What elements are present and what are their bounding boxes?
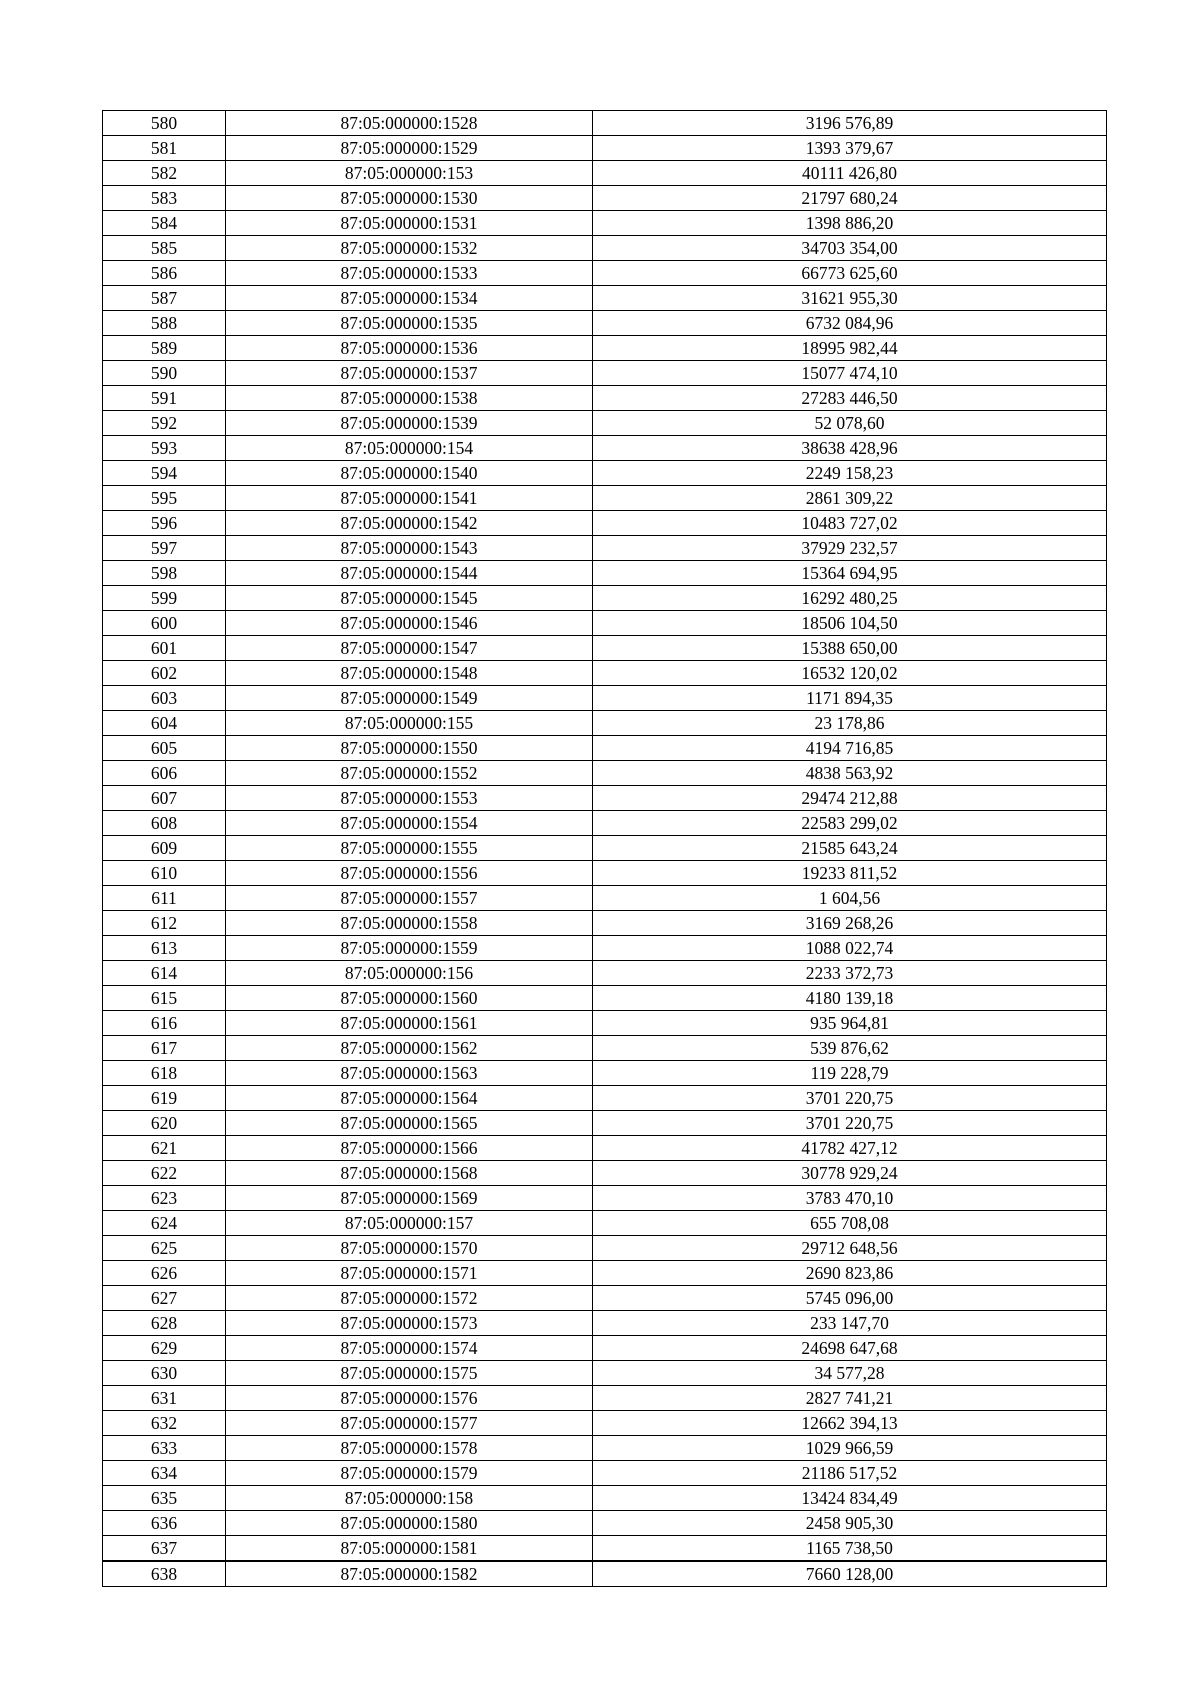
row-number-cell: 609	[103, 836, 226, 861]
row-number-cell: 595	[103, 486, 226, 511]
cadastral-value-cell: 15388 650,00	[593, 636, 1107, 661]
table-row	[103, 511, 1107, 536]
cadastral-value-cell: 4194 716,85	[593, 736, 1107, 761]
cadastral-value-cell: 1171 894,35	[593, 686, 1107, 711]
row-number-cell: 630	[103, 1361, 226, 1386]
row-number-cell: 623	[103, 1186, 226, 1211]
row-number-cell: 613	[103, 936, 226, 961]
cadastral-value-cell: 4180 139,18	[593, 986, 1107, 1011]
row-number-cell: 619	[103, 1086, 226, 1111]
cadastral-number-cell: 87:05:000000:1554	[226, 811, 593, 836]
table-row	[103, 1161, 1107, 1186]
row-number-cell: 622	[103, 1161, 226, 1186]
cadastral-number-cell: 87:05:000000:1565	[226, 1111, 593, 1136]
cadastral-value-cell: 52 078,60	[593, 411, 1107, 436]
row-number-cell: 597	[103, 536, 226, 561]
cadastral-value-cell: 38638 428,96	[593, 436, 1107, 461]
row-number-cell: 620	[103, 1111, 226, 1136]
cadastral-value-cell: 30778 929,24	[593, 1161, 1107, 1186]
cadastral-number-cell: 87:05:000000:1552	[226, 761, 593, 786]
cadastral-number-cell: 87:05:000000:158	[226, 1486, 593, 1511]
cadastral-number-cell: 87:05:000000:153	[226, 161, 593, 186]
cadastral-value-cell: 3196 576,89	[593, 111, 1107, 136]
table-row	[103, 211, 1107, 236]
cadastral-number-cell: 87:05:000000:1582	[226, 1561, 593, 1587]
table-row	[103, 611, 1107, 636]
row-number-cell: 625	[103, 1236, 226, 1261]
table-row	[103, 1311, 1107, 1336]
row-number-cell: 631	[103, 1386, 226, 1411]
cadastral-value-cell: 1398 886,20	[593, 211, 1107, 236]
table-row	[103, 236, 1107, 261]
cadastral-value-cell: 2233 372,73	[593, 961, 1107, 986]
cadastral-number-cell: 87:05:000000:1576	[226, 1386, 593, 1411]
row-number-cell: 592	[103, 411, 226, 436]
cadastral-value-cell: 2861 309,22	[593, 486, 1107, 511]
cadastral-number-cell: 87:05:000000:157	[226, 1211, 593, 1236]
cadastral-value-cell: 655 708,08	[593, 1211, 1107, 1236]
row-number-cell: 588	[103, 311, 226, 336]
table-body	[103, 111, 1107, 1587]
cadastral-value-cell: 2827 741,21	[593, 1386, 1107, 1411]
cadastral-value-cell: 27283 446,50	[593, 386, 1107, 411]
cadastral-number-cell: 87:05:000000:1564	[226, 1086, 593, 1111]
table-row	[103, 736, 1107, 761]
table-row	[103, 261, 1107, 286]
row-number-cell: 589	[103, 336, 226, 361]
row-number-cell: 581	[103, 136, 226, 161]
cadastral-value-cell: 1165 738,50	[593, 1536, 1107, 1562]
table-row	[103, 636, 1107, 661]
row-number-cell: 621	[103, 1136, 226, 1161]
cadastral-number-cell: 87:05:000000:1571	[226, 1261, 593, 1286]
cadastral-number-cell: 87:05:000000:155	[226, 711, 593, 736]
table-row	[103, 136, 1107, 161]
row-number-cell: 612	[103, 911, 226, 936]
cadastral-number-cell: 87:05:000000:1529	[226, 136, 593, 161]
cadastral-value-cell: 539 876,62	[593, 1036, 1107, 1061]
cadastral-value-cell: 34 577,28	[593, 1361, 1107, 1386]
table-row	[103, 1086, 1107, 1111]
row-number-cell: 603	[103, 686, 226, 711]
row-number-cell: 617	[103, 1036, 226, 1061]
cadastral-number-cell: 87:05:000000:1575	[226, 1361, 593, 1386]
cadastral-number-cell: 87:05:000000:1577	[226, 1411, 593, 1436]
cadastral-value-cell: 3701 220,75	[593, 1086, 1107, 1111]
cadastral-value-cell: 1029 966,59	[593, 1436, 1107, 1461]
cadastral-number-cell: 87:05:000000:1580	[226, 1511, 593, 1536]
table-row	[103, 1436, 1107, 1461]
table-row	[103, 161, 1107, 186]
cadastral-number-cell: 87:05:000000:1550	[226, 736, 593, 761]
table-row	[103, 411, 1107, 436]
cadastral-number-cell: 87:05:000000:1547	[226, 636, 593, 661]
cadastral-value-cell: 3169 268,26	[593, 911, 1107, 936]
row-number-cell: 608	[103, 811, 226, 836]
row-number-cell: 600	[103, 611, 226, 636]
row-number-cell: 584	[103, 211, 226, 236]
table-row	[103, 936, 1107, 961]
cadastral-number-cell: 87:05:000000:1557	[226, 886, 593, 911]
row-number-cell: 634	[103, 1461, 226, 1486]
table-row	[103, 1361, 1107, 1386]
row-number-cell: 635	[103, 1486, 226, 1511]
table-row	[103, 1336, 1107, 1361]
row-number-cell: 616	[103, 1011, 226, 1036]
table-row	[103, 761, 1107, 786]
cadastral-value-cell: 18995 982,44	[593, 336, 1107, 361]
row-number-cell: 580	[103, 111, 226, 136]
row-number-cell: 638	[103, 1561, 226, 1587]
cadastral-value-cell: 13424 834,49	[593, 1486, 1107, 1511]
row-number-cell: 596	[103, 511, 226, 536]
cadastral-value-cell: 1393 379,67	[593, 136, 1107, 161]
table-row	[103, 361, 1107, 386]
row-number-cell: 633	[103, 1436, 226, 1461]
cadastral-value-cell: 10483 727,02	[593, 511, 1107, 536]
row-number-cell: 599	[103, 586, 226, 611]
row-number-cell: 601	[103, 636, 226, 661]
table-row	[103, 436, 1107, 461]
row-number-cell: 605	[103, 736, 226, 761]
row-number-cell: 624	[103, 1211, 226, 1236]
table-row	[103, 286, 1107, 311]
cadastral-value-cell: 41782 427,12	[593, 1136, 1107, 1161]
cadastral-number-cell: 87:05:000000:1553	[226, 786, 593, 811]
table-row	[103, 536, 1107, 561]
cadastral-number-cell: 87:05:000000:1548	[226, 661, 593, 686]
cadastral-value-cell: 29474 212,88	[593, 786, 1107, 811]
table-row	[103, 1561, 1107, 1587]
cadastral-value-cell: 15077 474,10	[593, 361, 1107, 386]
table-row	[103, 961, 1107, 986]
cadastral-number-cell: 87:05:000000:1560	[226, 986, 593, 1011]
cadastral-number-cell: 87:05:000000:1546	[226, 611, 593, 636]
table-row	[103, 386, 1107, 411]
table-row	[103, 786, 1107, 811]
cadastral-number-cell: 87:05:000000:1558	[226, 911, 593, 936]
cadastral-value-cell: 23 178,86	[593, 711, 1107, 736]
cadastral-value-cell: 34703 354,00	[593, 236, 1107, 261]
cadastral-number-cell: 87:05:000000:1572	[226, 1286, 593, 1311]
cadastral-number-cell: 87:05:000000:1563	[226, 1061, 593, 1086]
cadastral-number-cell: 87:05:000000:1540	[226, 461, 593, 486]
table-row	[103, 1136, 1107, 1161]
row-number-cell: 614	[103, 961, 226, 986]
cadastral-value-cell: 2249 158,23	[593, 461, 1107, 486]
cadastral-value-cell: 2458 905,30	[593, 1511, 1107, 1536]
cadastral-value-cell: 233 147,70	[593, 1311, 1107, 1336]
cadastral-number-cell: 87:05:000000:1568	[226, 1161, 593, 1186]
row-number-cell: 582	[103, 161, 226, 186]
cadastral-number-cell: 87:05:000000:1537	[226, 361, 593, 386]
table-row	[103, 586, 1107, 611]
table-row	[103, 661, 1107, 686]
cadastral-number-cell: 87:05:000000:1574	[226, 1336, 593, 1361]
cadastral-number-cell: 87:05:000000:1535	[226, 311, 593, 336]
table-row	[103, 1186, 1107, 1211]
row-number-cell: 590	[103, 361, 226, 386]
table-row	[103, 311, 1107, 336]
cadastral-value-cell: 21797 680,24	[593, 186, 1107, 211]
table-row	[103, 711, 1107, 736]
cadastral-number-cell: 87:05:000000:1545	[226, 586, 593, 611]
cadastral-number-cell: 87:05:000000:1566	[226, 1136, 593, 1161]
row-number-cell: 627	[103, 1286, 226, 1311]
cadastral-number-cell: 87:05:000000:1543	[226, 536, 593, 561]
cadastral-value-cell: 19233 811,52	[593, 861, 1107, 886]
cadastral-value-cell: 4838 563,92	[593, 761, 1107, 786]
cadastral-number-cell: 87:05:000000:1531	[226, 211, 593, 236]
row-number-cell: 626	[103, 1261, 226, 1286]
row-number-cell: 637	[103, 1536, 226, 1562]
cadastral-number-cell: 87:05:000000:1556	[226, 861, 593, 886]
cadastral-value-cell: 29712 648,56	[593, 1236, 1107, 1261]
cadastral-number-cell: 87:05:000000:156	[226, 961, 593, 986]
cadastral-value-cell: 21585 643,24	[593, 836, 1107, 861]
cadastral-value-table	[102, 110, 1107, 1587]
cadastral-value-cell: 15364 694,95	[593, 561, 1107, 586]
cadastral-value-cell: 935 964,81	[593, 1011, 1107, 1036]
table-row	[103, 686, 1107, 711]
cadastral-number-cell: 87:05:000000:1549	[226, 686, 593, 711]
table-row	[103, 1236, 1107, 1261]
cadastral-value-cell: 1088 022,74	[593, 936, 1107, 961]
row-number-cell: 604	[103, 711, 226, 736]
cadastral-value-cell: 37929 232,57	[593, 536, 1107, 561]
cadastral-number-cell: 87:05:000000:1533	[226, 261, 593, 286]
cadastral-value-cell: 22583 299,02	[593, 811, 1107, 836]
cadastral-value-cell: 18506 104,50	[593, 611, 1107, 636]
table-row	[103, 336, 1107, 361]
cadastral-value-cell: 66773 625,60	[593, 261, 1107, 286]
table-row	[103, 1286, 1107, 1311]
cadastral-number-cell: 87:05:000000:1579	[226, 1461, 593, 1486]
table-row	[103, 836, 1107, 861]
cadastral-number-cell: 87:05:000000:1555	[226, 836, 593, 861]
cadastral-number-cell: 87:05:000000:1532	[226, 236, 593, 261]
table-row	[103, 1486, 1107, 1511]
row-number-cell: 593	[103, 436, 226, 461]
row-number-cell: 598	[103, 561, 226, 586]
table-row	[103, 861, 1107, 886]
row-number-cell: 591	[103, 386, 226, 411]
row-number-cell: 585	[103, 236, 226, 261]
cadastral-value-cell: 3783 470,10	[593, 1186, 1107, 1211]
table-row	[103, 1061, 1107, 1086]
cadastral-value-cell: 119 228,79	[593, 1061, 1107, 1086]
cadastral-number-cell: 87:05:000000:1528	[226, 111, 593, 136]
table-row	[103, 1386, 1107, 1411]
cadastral-value-cell: 16292 480,25	[593, 586, 1107, 611]
cadastral-number-cell: 87:05:000000:1536	[226, 336, 593, 361]
cadastral-number-cell: 87:05:000000:1542	[226, 511, 593, 536]
cadastral-value-cell: 3701 220,75	[593, 1111, 1107, 1136]
row-number-cell: 606	[103, 761, 226, 786]
cadastral-number-cell: 87:05:000000:1578	[226, 1436, 593, 1461]
cadastral-value-cell: 1 604,56	[593, 886, 1107, 911]
table-row	[103, 461, 1107, 486]
row-number-cell: 610	[103, 861, 226, 886]
row-number-cell: 594	[103, 461, 226, 486]
row-number-cell: 615	[103, 986, 226, 1011]
cadastral-value-cell: 16532 120,02	[593, 661, 1107, 686]
table-row	[103, 811, 1107, 836]
cadastral-number-cell: 87:05:000000:1538	[226, 386, 593, 411]
cadastral-number-cell: 87:05:000000:1530	[226, 186, 593, 211]
table-row	[103, 1211, 1107, 1236]
table-row	[103, 1111, 1107, 1136]
cadastral-value-cell: 21186 517,52	[593, 1461, 1107, 1486]
row-number-cell: 587	[103, 286, 226, 311]
row-number-cell: 583	[103, 186, 226, 211]
table-row	[103, 886, 1107, 911]
table-row	[103, 1536, 1107, 1562]
cadastral-value-cell: 6732 084,96	[593, 311, 1107, 336]
cadastral-value-cell: 12662 394,13	[593, 1411, 1107, 1436]
cadastral-number-cell: 87:05:000000:1539	[226, 411, 593, 436]
cadastral-value-cell: 31621 955,30	[593, 286, 1107, 311]
cadastral-value-cell: 2690 823,86	[593, 1261, 1107, 1286]
row-number-cell: 602	[103, 661, 226, 686]
cadastral-value-cell: 24698 647,68	[593, 1336, 1107, 1361]
table-row	[103, 1461, 1107, 1486]
table-row	[103, 486, 1107, 511]
table-row	[103, 111, 1107, 136]
row-number-cell: 607	[103, 786, 226, 811]
table-row	[103, 986, 1107, 1011]
cadastral-value-cell: 7660 128,00	[593, 1561, 1107, 1587]
cadastral-number-cell: 87:05:000000:1561	[226, 1011, 593, 1036]
table-row	[103, 1036, 1107, 1061]
cadastral-number-cell: 87:05:000000:1544	[226, 561, 593, 586]
cadastral-value-cell: 40111 426,80	[593, 161, 1107, 186]
row-number-cell: 628	[103, 1311, 226, 1336]
table-row	[103, 561, 1107, 586]
cadastral-number-cell: 87:05:000000:1534	[226, 286, 593, 311]
row-number-cell: 636	[103, 1511, 226, 1536]
cadastral-number-cell: 87:05:000000:1559	[226, 936, 593, 961]
cadastral-number-cell: 87:05:000000:1562	[226, 1036, 593, 1061]
table-row	[103, 1261, 1107, 1286]
cadastral-number-cell: 87:05:000000:1569	[226, 1186, 593, 1211]
table-row	[103, 1511, 1107, 1536]
row-number-cell: 618	[103, 1061, 226, 1086]
row-number-cell: 611	[103, 886, 226, 911]
cadastral-number-cell: 87:05:000000:1570	[226, 1236, 593, 1261]
cadastral-number-cell: 87:05:000000:154	[226, 436, 593, 461]
cadastral-number-cell: 87:05:000000:1581	[226, 1536, 593, 1562]
row-number-cell: 586	[103, 261, 226, 286]
table-row	[103, 186, 1107, 211]
table-row	[103, 1011, 1107, 1036]
cadastral-number-cell: 87:05:000000:1541	[226, 486, 593, 511]
cadastral-value-cell: 5745 096,00	[593, 1286, 1107, 1311]
table-row	[103, 1411, 1107, 1436]
row-number-cell: 629	[103, 1336, 226, 1361]
table-row	[103, 911, 1107, 936]
cadastral-number-cell: 87:05:000000:1573	[226, 1311, 593, 1336]
row-number-cell: 632	[103, 1411, 226, 1436]
